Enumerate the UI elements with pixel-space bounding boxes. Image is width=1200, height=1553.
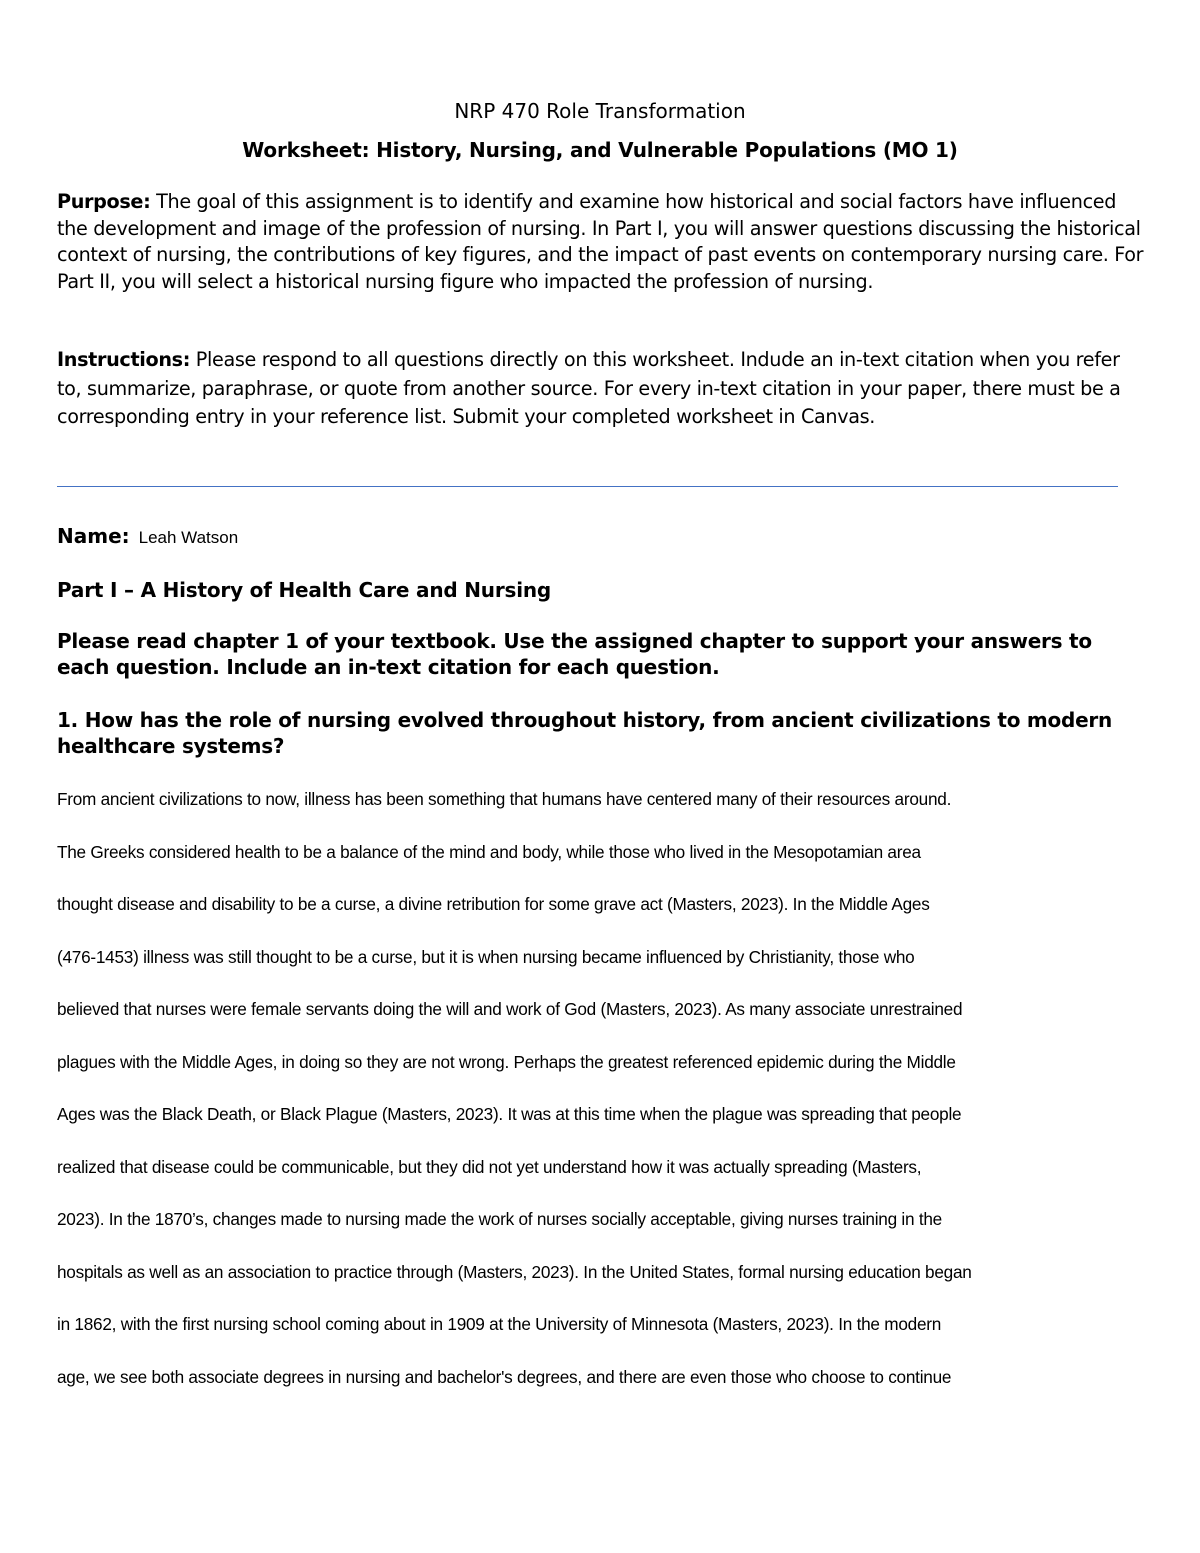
answer-line: plagues with the Middle Ages, in doing so they are not wrong. Perhaps the greatest referenced epidemic during the Middle	[57, 1051, 956, 1072]
purpose-paragraph	[57, 189, 1147, 295]
question-1: 1. How has the role of nursing evolved throughout history, from ancient civilizations to modern healthcare systems?	[57, 708, 1112, 758]
purpose-text: The goal of this assignment is to identify and examine how historical and social factors have influenced the development and image of the profession of nursing. In Part I, you will answer questions discussing the historical context of nursing, the contributions of key figures, and the impact of past events on contemporary nursing care. For Part II, you will select a historical nursing figure who impacted the profession of nursing.	[57, 190, 1144, 293]
answer-line: age, we see both associate degrees in nursing and bachelor's degrees, and there are even those who choose to continue	[57, 1366, 952, 1387]
reading-note: Please read chapter 1 of your textbook. Use the assigned chapter to support your answers to each question. Include an in-text citation for each question.	[57, 629, 1092, 679]
answer-line: Ages was the Black Death, or Black Plague (Masters, 2023). It was at this time when the plague was spreading that people	[57, 1104, 962, 1124]
name-label: Name:	[57, 524, 130, 548]
instructions-text: Please respond to all questions directly on this worksheet. Indude an in-text citation when you refer to, summarize, paraphrase, or quote from another source. For every in-text citation in your paper, there must be a corresponding entry in your reference list. Submit your completed worksheet in Canvas.	[57, 348, 1121, 428]
document-subtitle: Worksheet: History, Nursing, and Vulnerable Populations (MO 1)	[242, 138, 958, 162]
answer-line: (476-1453) illness was still thought to be a curse, but it is when nursing became influenced by Christianity, those who	[57, 946, 915, 967]
part-1-heading: Part I – A History of Health Care and Nursing	[57, 578, 552, 602]
answer-line: The Greeks considered health to be a balance of the mind and body, while those who lived in the Mesopotamian area	[57, 841, 921, 862]
answer-line: hospitals as well as an association to practice through (Masters, 2023). In the United States, formal nursing education began	[57, 1261, 972, 1282]
answer-line: From ancient civilizations to now, illness has been something that humans have centered many of their resources around.	[57, 789, 952, 809]
instructions-paragraph	[57, 346, 1147, 432]
answer-line: thought disease and disability to be a curse, a divine retribution for some grave act (Masters, 2023). In the Middle Ages	[57, 894, 930, 914]
name-field	[57, 522, 238, 552]
document-title: NRP 470 Role Transformation	[454, 99, 746, 123]
answer-line: in 1862, with the first nursing school coming about in 1909 at the University of Minnesota (Masters, 2023). In the modern	[57, 1314, 942, 1334]
horizontal-divider	[57, 486, 1118, 487]
answer-line: believed that nurses were female servants doing the will and work of God (Masters, 2023). As many associate unrestrained	[57, 999, 963, 1019]
answer-line: 2023). In the 1870’s, changes made to nursing made the work of nurses socially acceptable, giving nurses training in the	[57, 1209, 942, 1229]
purpose-label: Purpose:	[57, 190, 151, 213]
instructions-label: Instructions:	[57, 348, 191, 371]
answer-line: realized that disease could be communicable, but they did not yet understand how it was actually spreading (Masters,	[57, 1156, 922, 1177]
name-value: Leah Watson	[138, 528, 239, 547]
